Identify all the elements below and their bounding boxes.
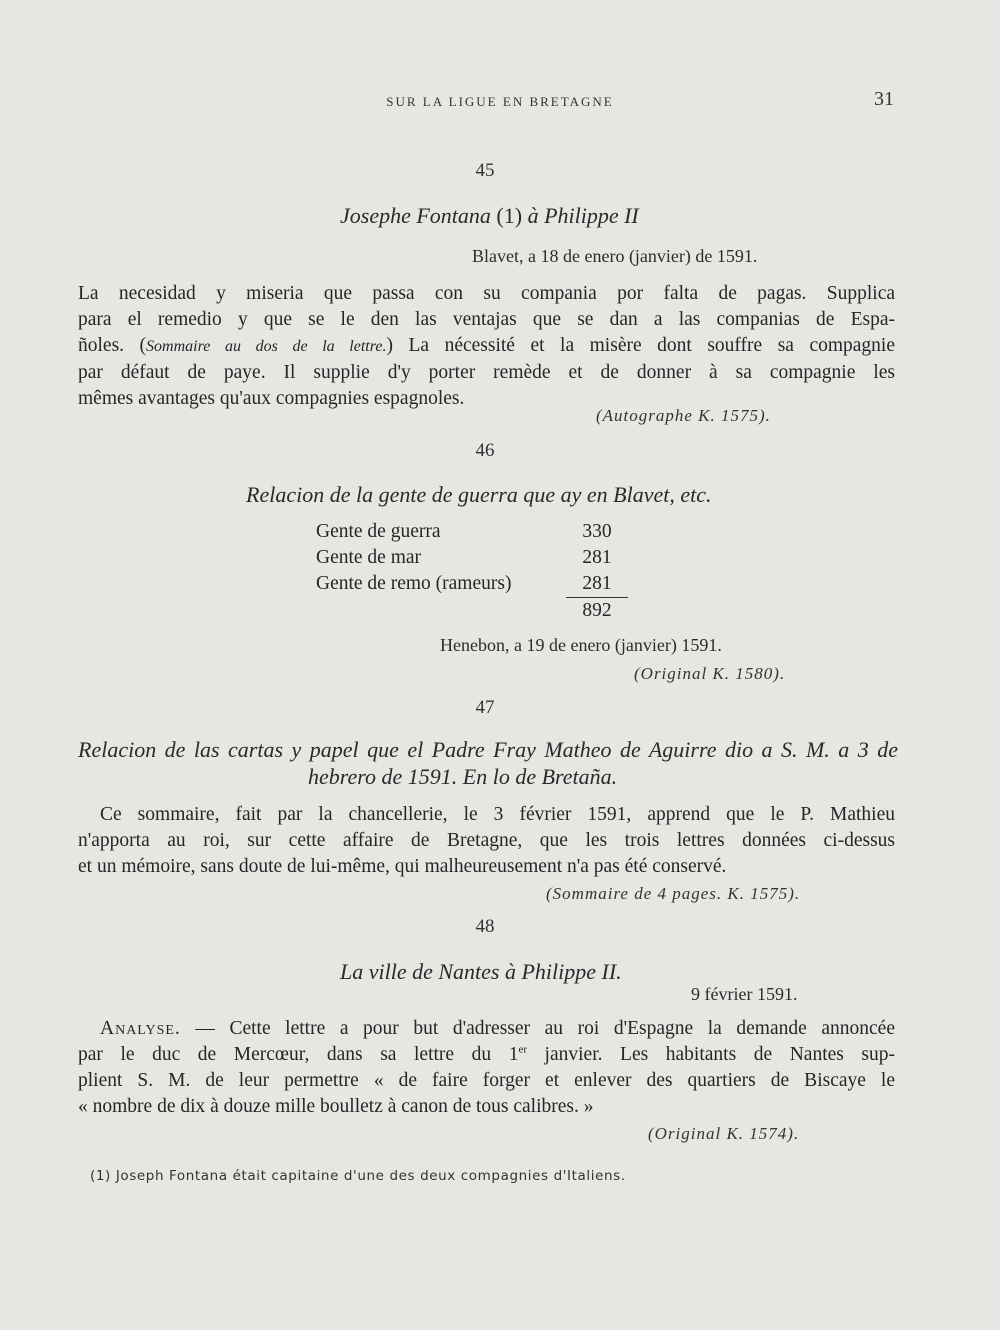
- running-head: SUR LA LIGUE EN BRETAGNE: [386, 94, 614, 109]
- doc45-line-3-start: ñoles. (: [78, 335, 147, 356]
- doc48-dateline: 9 février 1591.: [691, 984, 798, 1004]
- doc46-number: 46: [475, 440, 495, 461]
- tally-row: [316, 571, 628, 598]
- doc45-body: [78, 281, 895, 412]
- tally-row: [316, 545, 628, 571]
- doc47-line-3: et un mémoire, sans doute de lui-même, qui malheureusement n'a pas été conservé.: [78, 856, 727, 877]
- doc45-number: 45: [475, 160, 495, 181]
- doc47-line-1: Ce sommaire, fait par la chancellerie, le 3 février 1591, apprend que le P. Mathieu: [100, 804, 895, 825]
- doc48-line-2: [78, 1042, 895, 1068]
- tally-total-row: [316, 598, 628, 625]
- doc48-title: La ville de Nantes à Philippe II.: [340, 959, 622, 984]
- doc48-line-2-end: janvier. Les habitants de Nantes sup-: [527, 1044, 895, 1065]
- doc45-title: [340, 203, 639, 229]
- doc48-line-1: [78, 1016, 895, 1042]
- doc46-dateline: Henebon, a 19 de enero (janvier) 1591.: [440, 635, 722, 655]
- doc45-summary-note: Sommaire au dos de la lettre.: [146, 338, 387, 355]
- footnote: (1) Joseph Fontana était capitaine d'une des deux compagnies d'Italiens.: [90, 1168, 626, 1184]
- doc46-source: (Original K. 1580).: [634, 664, 786, 683]
- doc47-title-line-1: Relacion de las cartas y papel que el Padre Fray Matheo de Aguirre dio a S. M. a 3 de: [78, 737, 898, 762]
- doc45-line-3: [78, 333, 895, 360]
- doc47-number: 47: [475, 697, 495, 718]
- page-number: 31: [874, 88, 894, 110]
- doc46-tally: [316, 519, 628, 624]
- doc48-source: (Original K. 1574).: [648, 1124, 800, 1143]
- tally-label: Gente de mar: [316, 547, 422, 568]
- doc45-line-1: La necesidad y miseria que passa con su compania por falta de pagas. Supplica: [78, 283, 895, 304]
- doc48-body: [78, 1016, 895, 1120]
- tally-row: [316, 519, 628, 545]
- doc47-line-2: n'apporta au roi, sur cette affaire de Bretagne, que les trois lettres données ci-dessus: [78, 830, 895, 851]
- doc48-line-1-rest: — Cette lettre a pour but d'adresser au roi d'Espagne la demande annoncée: [180, 1018, 895, 1039]
- doc45-line-2: para el remedio y que se le den las ventajas que se dan a las companias de Espa-: [78, 309, 895, 330]
- tally-value: 281: [582, 573, 612, 594]
- doc45-title-name: Josephe Fontana: [340, 203, 491, 228]
- doc45-line-4: par défaut de paye. Il supplie d'y porter remède et de donner à sa compagnie les: [78, 362, 895, 383]
- analyse-label: Analyse.: [100, 1018, 181, 1039]
- ordinal-superscript: er: [518, 1043, 527, 1056]
- tally-label: Gente de guerra: [316, 521, 441, 542]
- tally-value: 281: [582, 547, 612, 568]
- tally-total: 892: [566, 598, 628, 625]
- doc45-dateline: Blavet, a 18 de enero (janvier) de 1591.: [472, 246, 758, 266]
- doc47-source: (Sommaire de 4 pages. K. 1575).: [546, 884, 801, 903]
- doc46-title: Relacion de la gente de guerra que ay en Blavet, etc.: [246, 482, 712, 507]
- doc47-body: [78, 802, 895, 880]
- doc48-line-2-start: par le duc de Mercœur, dans sa lettre du 1: [78, 1044, 519, 1065]
- tally-label: Gente de remo (rameurs): [316, 573, 512, 595]
- doc48-line-4: « nombre de dix à douze mille boulletz à canon de tous calibres. »: [78, 1096, 594, 1117]
- doc47-title-line-2: hebrero de 1591. En lo de Bretaña.: [308, 764, 618, 789]
- doc45-line-5: mêmes avantages qu'aux compagnies espagnoles.: [78, 388, 465, 409]
- tally-table: [316, 519, 628, 624]
- doc45-source: (Autographe K. 1575).: [596, 406, 771, 425]
- doc45-title-rest: à Philippe II: [527, 203, 639, 228]
- footnote-ref: (1): [496, 203, 523, 228]
- doc45-line-3-end: ) La nécessité et la misère dont souffre sa compagnie: [386, 335, 896, 356]
- doc48-line-3: plient S. M. de leur permettre « de faire forger et enlever des quartiers de Biscaye le: [78, 1070, 895, 1091]
- doc48-number: 48: [475, 916, 495, 937]
- tally-value: 330: [582, 521, 612, 542]
